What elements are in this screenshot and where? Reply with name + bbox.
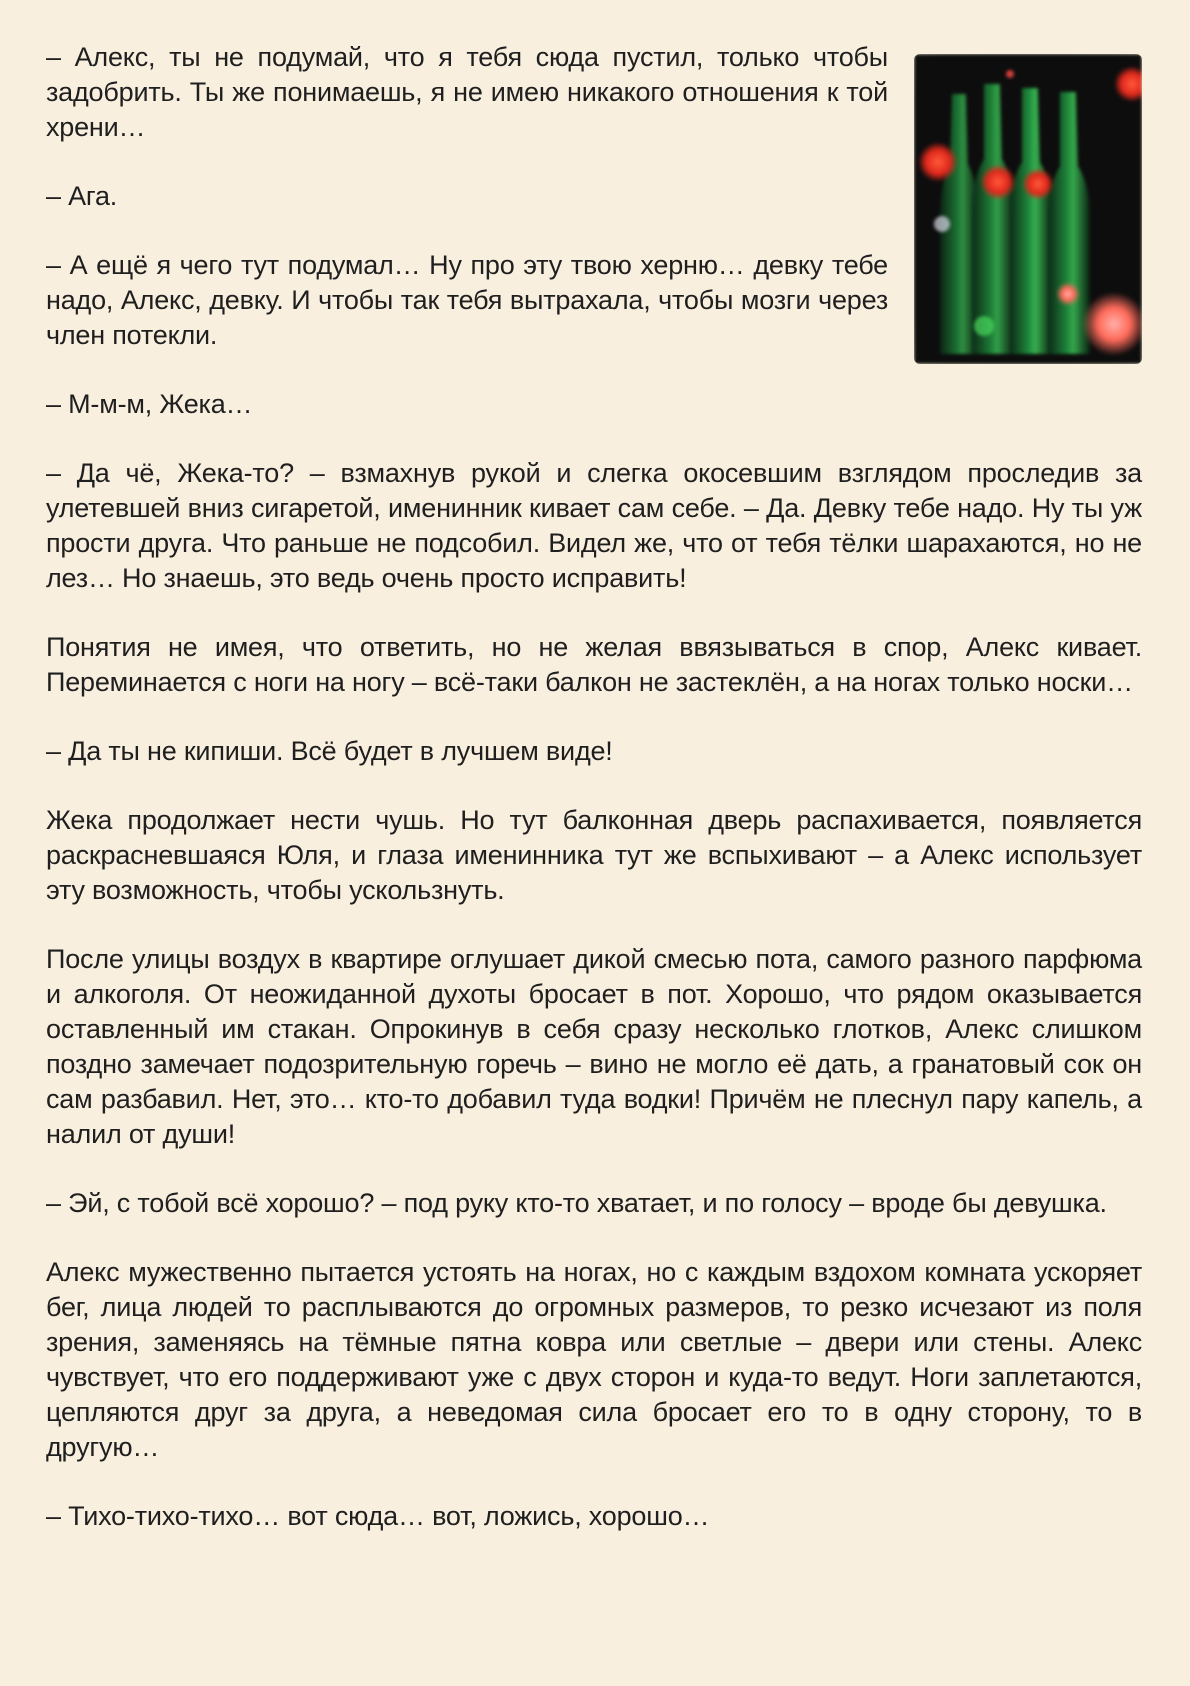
paragraph-5: – Да чё, Жека-то? – взмахнув рукой и слегка окосевшим взглядом проследив за улетевшей вниз сигаретой, именинник кивает сам себе. – Да. Девку тебе надо. Ну ты уж прости друга. Что раньше не подсобил. Видел же, что от тебя тёлки шарахаются, но не лез… Но знаешь, это ведь очень просто исправить! (46, 458, 1142, 593)
paragraph-4: – М-м-м, Жека… (46, 389, 253, 419)
paragraph-3: – А ещё я чего тут подумал… Ну про эту твою херню… девку тебе надо, Алекс, девку. И чтобы так тебя вытрахала, чтобы мозги через член потекли. (46, 250, 888, 350)
paragraph-6: Понятия не имея, что ответить, но не желая ввязываться в спор, Алекс кивает. Переминается с ноги на ногу – всё-таки балкон не застеклён, а на ногах только носки… (46, 632, 1142, 697)
paragraph-9: После улицы воздух в квартире оглушает дикой смесью пота, самого разного парфюма и алкоголя. От неожиданной духоты бросает в пот. Хорошо, что рядом оказывается оставленный им стакан. Опрокинув в себя сразу несколько глотков, Алекс слишком поздно замечает подозрительную горечь – вино не могло её дать, а гранатовый сок он сам разбавил. Нет, это… кто-то добавил туда водки! Причём не плеснул пару капель, а налил от души! (46, 944, 1142, 1149)
bottles-illustration (914, 54, 1142, 364)
paragraph-11: Алекс мужественно пытается устоять на ногах, но с каждым вздохом комната ускоряет бег, лица людей то расплываются до огромных размеров, то резко исчезают из поля зрения, заменяясь на тёмные пятна ковра или светлые – двери или стены. Алекс чувствует, что его поддерживают уже с двух сторон и куда-то ведут. Ноги заплетаются, цепляются друг за друга, а неведомая сила бросает его то в одну сторону, то в другую… (46, 1257, 1142, 1462)
document-page (46, 40, 1142, 1660)
paragraph-8: Жека продолжает нести чушь. Но тут балконная дверь распахивается, появляется раскрасневшаяся Юля, и глаза именинника тут же вспыхивают – а Алекс использует эту возможность, чтобы ускользнуть. (46, 805, 1142, 905)
bottles-image (914, 54, 1142, 364)
paragraph-2: – Ага. (46, 181, 118, 211)
paragraph-7: – Да ты не кипиши. Всё будет в лучшем виде! (46, 736, 613, 766)
paragraph-1: – Алекс, ты не подумай, что я тебя сюда пустил, только чтобы задобрить. Ты же понимаешь, я не имею никакого отношения к той хрени… (46, 42, 888, 142)
paragraph-10: – Эй, с тобой всё хорошо? – под руку кто-то хватает, и по голосу – вроде бы девушка. (46, 1188, 1107, 1218)
paragraph-12: – Тихо-тихо-тихо… вот сюда… вот, ложись, хорошо… (46, 1501, 710, 1531)
